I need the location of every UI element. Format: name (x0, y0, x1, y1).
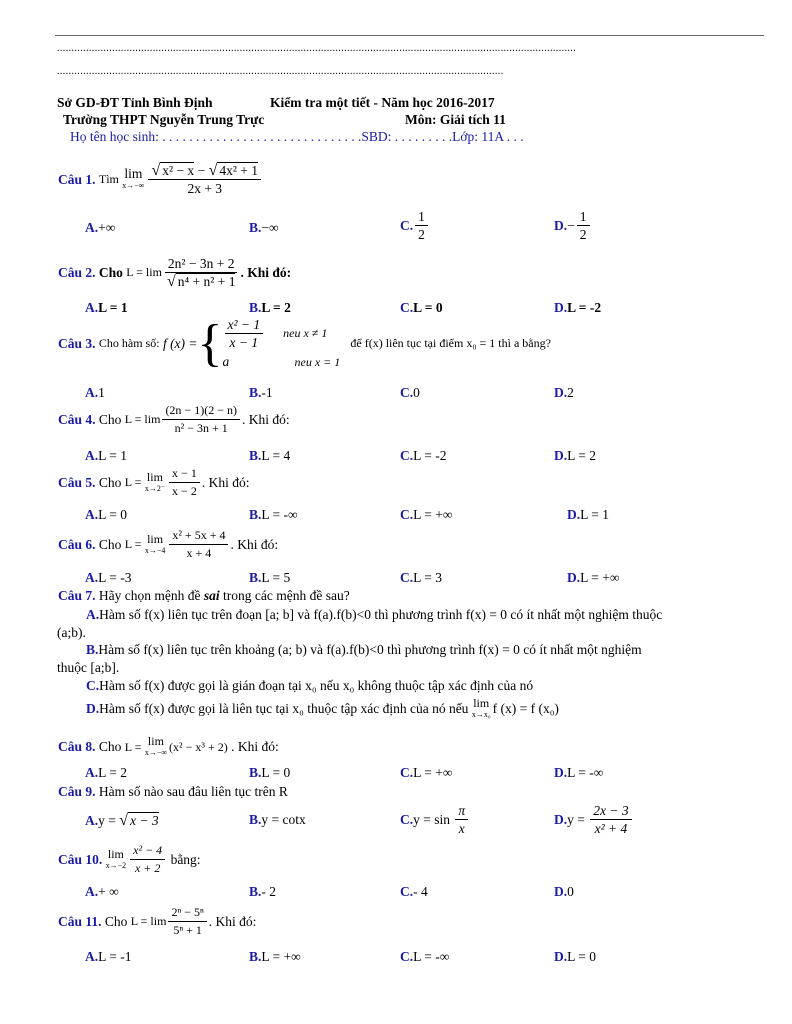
q5-option-d[interactable]: D.L = 1 (567, 507, 609, 522)
q7-option-b-cont: thuộc [a;b]. (57, 660, 120, 675)
q2-option-a[interactable]: A.L = 1 (85, 300, 128, 315)
question-9: Câu 9. Hàm số nào sau đâu liên tục trên R (58, 784, 288, 799)
q7-option-a-cont: (a;b). (57, 625, 86, 640)
q10-option-d[interactable]: D.0 (554, 884, 574, 899)
q3-piecewise: $\frac{\text{x² − 1}}{x - 1}$ neu x ≠ 1 a neu x = 1 (222, 317, 341, 369)
q10-option-c[interactable]: C.- 4 (400, 884, 428, 899)
q6-option-d[interactable]: D.L = +∞ (567, 570, 620, 585)
q8-option-b[interactable]: B.L = 0 (249, 765, 291, 780)
q4-option-a[interactable]: A.L = 1 (85, 448, 127, 463)
q1-option-b[interactable]: B.−∞ (249, 220, 279, 235)
question-5: Câu 5. Cho L = lim x→2⁻ $\frac{x - 1}{x - 2}$ . Khi đó: (58, 466, 250, 498)
q5-option-a[interactable]: A.L = 0 (85, 507, 127, 522)
q11-option-b[interactable]: B.L = +∞ (249, 949, 301, 964)
q3-option-d[interactable]: D.2 (554, 385, 574, 400)
q11-option-a[interactable]: A.L = -1 (85, 949, 132, 964)
q1-option-c[interactable]: C. $\frac{1}{2}$ (400, 209, 430, 242)
q4-option-d[interactable]: D.L = 2 (554, 448, 596, 463)
q6-fraction: $\frac{\text{x² + 5x + 4}}{x + 4}$ (169, 528, 228, 561)
q1-label: Câu 1. (58, 171, 96, 187)
q4-option-b[interactable]: B.L = 4 (249, 448, 291, 463)
question-4: Câu 4. Cho L = lim $\frac{(2n - 1)(2 - n)}{\text{n² − 3n + 1}}$ . Khi đó: (58, 403, 290, 435)
q11-fraction: $\frac{\text{2ⁿ − 5ⁿ}}{\text{5ⁿ + 1}}$ (168, 905, 206, 938)
q10-option-b[interactable]: B.- 2 (249, 884, 277, 899)
department: Sở GD-ĐT Tỉnh Bình Định (57, 95, 213, 110)
q3-option-b[interactable]: B.-1 (249, 385, 273, 400)
question-1: Câu 1. Tìm lim x→−∞ $\frac{\text{√ x² − x − √ 4x² + 1}}{2x + 3}$ (58, 163, 263, 196)
q1-option-a[interactable]: A.+∞ (85, 220, 116, 235)
question-3: Câu 3. Cho hàm số: f (x) = { $\frac{\text{x² − 1}}{x - 1}$ neu x ≠ 1 a neu x = 1 để f(x) liên tục tại điểm x₀ = 1 thì a bằng? (58, 314, 551, 372)
exam-title: Kiểm tra một tiết - Năm học 2016-2017 (270, 95, 495, 110)
q5-fraction: $\frac{x - 1}{x - 2}$ (169, 466, 200, 499)
dotted-line-2: .......................................................................................................................................................... (57, 66, 504, 77)
q8-option-d[interactable]: D.L = -∞ (554, 765, 604, 780)
q2-option-d[interactable]: D.L = -2 (554, 300, 602, 315)
q7-option-a[interactable]: A.Hàm số f(x) liên tục trên đoạn [a; b] và f(a).f(b)<0 thì phương trình f(x) = 0 có ít nhất một nghiệm thuộc (86, 607, 663, 622)
q3-option-a[interactable]: A.1 (85, 385, 105, 400)
q2-option-c[interactable]: C.L = 0 (400, 300, 443, 315)
top-rule (55, 35, 764, 36)
subject: Môn: Giải tích 11 (405, 112, 506, 127)
school-name: Trường THPT Nguyễn Trung Trực (63, 112, 265, 127)
q8-option-a[interactable]: A.L = 2 (85, 765, 127, 780)
q6-option-a[interactable]: A.L = -3 (85, 570, 132, 585)
q7-option-d[interactable]: D. Hàm số f(x) được gọi là liên tục tại x₀ thuộc tập xác định của nó nếu lim x→x₀ f (x) = f (x₀) (86, 696, 559, 719)
dotted-line-1: ................................................................................................................................................................................... (57, 43, 577, 54)
q4-option-c[interactable]: C.L = -2 (400, 448, 447, 463)
q2-option-b[interactable]: B.L = 2 (249, 300, 291, 315)
q11-option-c[interactable]: C.L = -∞ (400, 949, 450, 964)
q11-option-d[interactable]: D.L = 0 (554, 949, 596, 964)
q9-option-b[interactable]: B.y = cotx (249, 812, 306, 827)
q9-option-a[interactable]: A.y = √ x − 3 (85, 812, 159, 829)
q1-option-d[interactable]: D. − $\frac{1}{2}$ (554, 209, 592, 242)
q6-option-c[interactable]: C.L = 3 (400, 570, 442, 585)
q6-option-b[interactable]: B.L = 5 (249, 570, 291, 585)
q9-option-c[interactable]: C. y = sin $\frac{\pi}{x}$ (400, 803, 470, 836)
question-8: Câu 8. Cho L = lim x→−∞ (x² − x³ + 2) . Khi đó: (58, 734, 279, 757)
question-10: Câu 10. lim x→−2 $\frac{\text{x² − 4}}{x + 2}$ bằng: (58, 843, 201, 875)
q8-option-c[interactable]: C.L = +∞ (400, 765, 453, 780)
q1-fraction: $\frac{\text{√ x² − x − √ 4x² + 1}}{2x + 3}$ (148, 163, 261, 196)
question-2: Câu 2. Cho L = lim $\frac{\text{2n² − 3n + 2}}{\text{√ n⁴ + n² + 1}}$ . Khi đó: (58, 256, 292, 290)
question-6: Câu 6. Cho L = lim x→−4 $\frac{\text{x² + 5x + 4}}{x + 4}$ . Khi đó: (58, 528, 279, 560)
q4-fraction: $\frac{(2n - 1)(2 - n)}{\text{n² − 3n + 1}}$ (162, 403, 240, 436)
q3-option-c[interactable]: C.0 (400, 385, 420, 400)
question-11: Câu 11. Cho L = lim $\frac{\text{2ⁿ − 5ⁿ}}{\text{5ⁿ + 1}}$ . Khi đó: (58, 905, 257, 937)
student-info-line: Họ tên học sinh: . . . . . . . . . . . . . . . . . . . . . . . . . . . . . .SBD: . . . . . . . . .Lớp: 11A . . . (70, 129, 524, 144)
q7-option-b[interactable]: B.Hàm số f(x) liên tục trên khoảng (a; b) và f(a).f(b)<0 thì phương trình f(x) = 0 có ít nhất một nghiệm (86, 642, 642, 657)
q5-option-b[interactable]: B.L = -∞ (249, 507, 298, 522)
q5-option-c[interactable]: C.L = +∞ (400, 507, 453, 522)
q2-fraction: $\frac{\text{2n² − 3n + 2}}{\text{√ n⁴ + n² + 1}}$ (164, 256, 239, 289)
q10-option-a[interactable]: A.+ ∞ (85, 884, 119, 899)
q9-option-d[interactable]: D. y = $\frac{2x - 3}{\text{x² + 4}}$ (554, 803, 634, 836)
q7-option-c[interactable]: C.Hàm số f(x) được gọi là gián đoạn tại x₀ nếu x₀ không thuộc tập xác định của nó (86, 678, 534, 693)
q10-fraction: $\frac{\text{x² − 4}}{x + 2}$ (130, 843, 165, 876)
question-7: Câu 7. Hãy chọn mệnh đề sai trong các mệnh đề sau? (58, 588, 350, 603)
